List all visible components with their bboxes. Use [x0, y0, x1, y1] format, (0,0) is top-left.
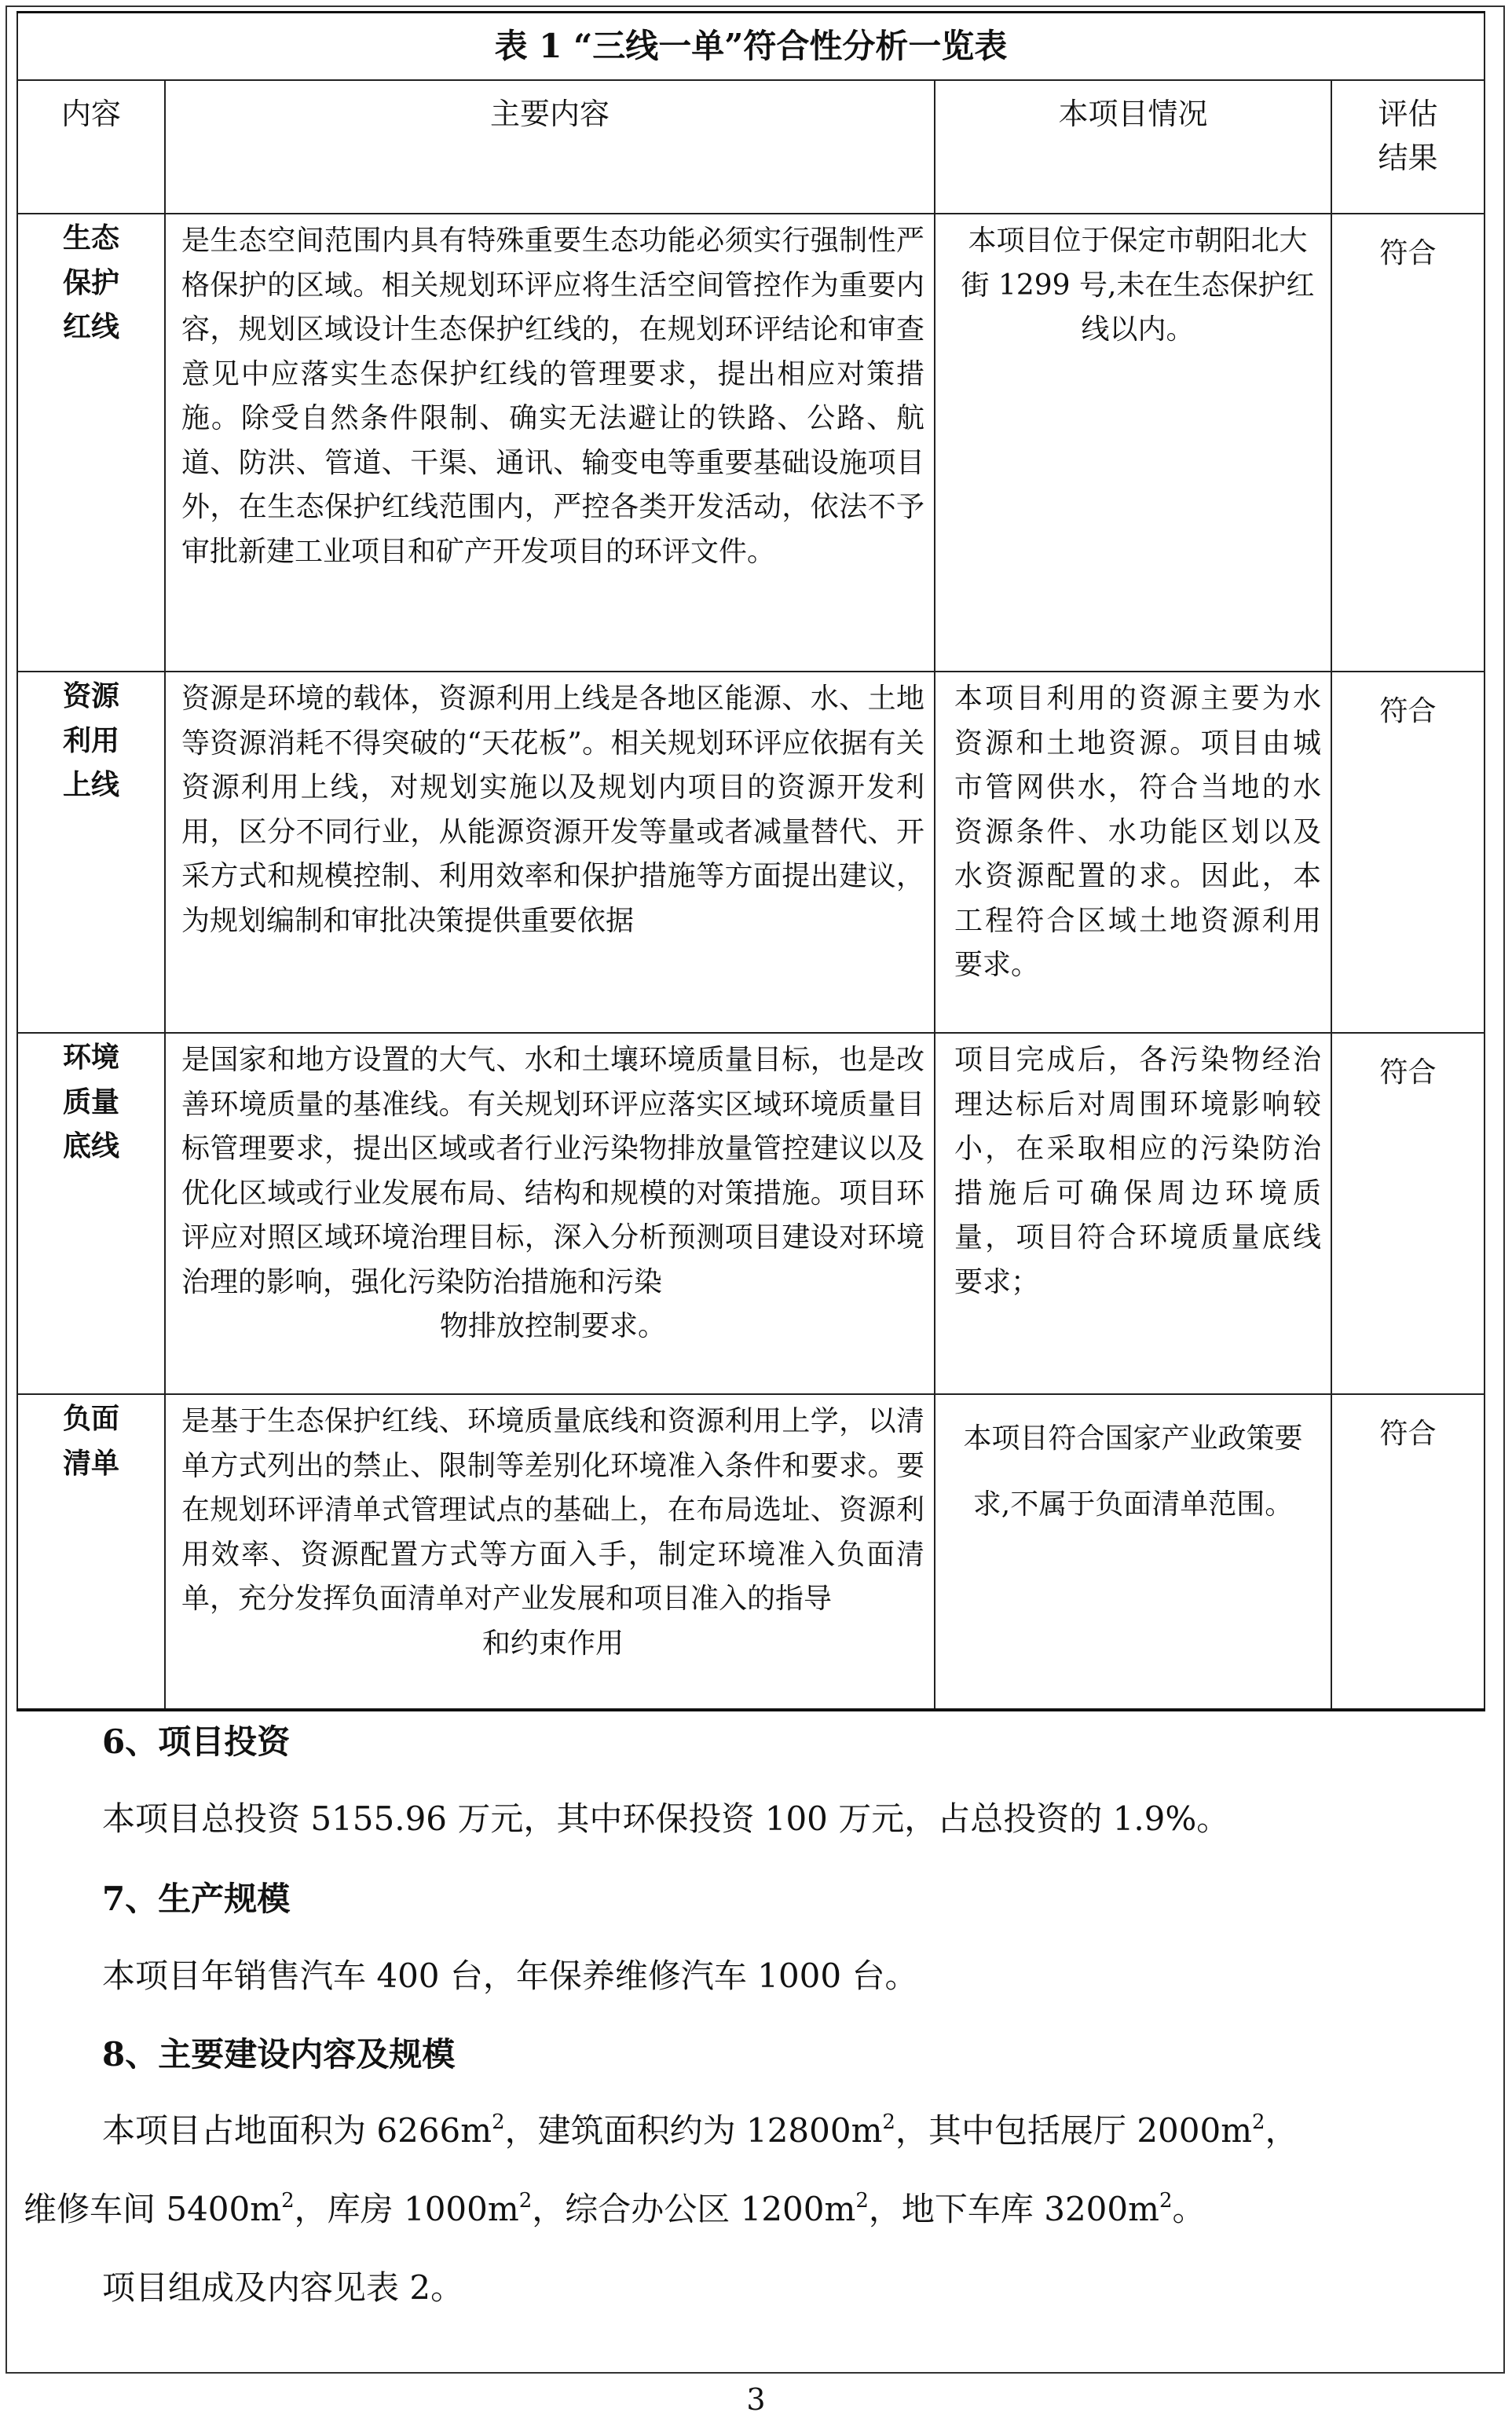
table-row — [17, 214, 1485, 672]
header-result-text: 评估结果 — [1378, 97, 1438, 175]
header-content: 内容 — [17, 80, 165, 214]
row-result: 符合 — [1331, 1033, 1485, 1394]
construction-note: 项目组成及内容见表 2。 — [102, 2268, 464, 2307]
construction-text-line2: 维修车间 $5400m^2$，库房 $1000m^2$，综合办公区 $1200m^2$，地下车库 $3200m^2$。 — [24, 2189, 1206, 2228]
page-number: 3 — [746, 2382, 766, 2417]
compliance-table — [16, 11, 1485, 1711]
row-result: 符合 — [1331, 672, 1485, 1033]
investment-text: 本项目总投资 5155.96 万元，其中环保投资 100 万元，占总投资的 1.9%。 — [102, 1799, 1230, 1838]
row-requirement: 资源是环境的载体，资源利用上线是各地区能源、水、土地等资源消耗不得突破的“天花板”。相关规划环评应依据有关资源利用上线，对规划实施以及规划内项目的资源开发利用，区分不同行业，从能源资源开发等量或者减量替代、开采方式和规模控制、利用效率和保护措施等方面提出建议，为规划编制和审批决策提供重要依据 — [165, 672, 935, 1033]
row-category: 环境质量底线 — [17, 1033, 165, 1394]
scale-text: 本项目年销售汽车 400 台，年保养维修汽车 1000 台。 — [102, 1957, 918, 1995]
row-category: 资源利用上线 — [17, 672, 165, 1033]
table-row — [17, 1033, 1485, 1394]
section-title-scale: 7、生产规模 — [102, 1880, 291, 1918]
table-row — [17, 1394, 1485, 1710]
row-project: 项目完成后，各污染物经治理达标后对周围环境影响较小，在采取相应的污染防治措施后可确保周边环境质量，项目符合环境质量底线要求； — [935, 1033, 1331, 1394]
construction-text-line1: 本项目占地面积为 $6266m^2$，建筑面积约为 $12800m^2$，其中包括展厅 $2000m^2$， — [102, 2110, 1298, 2150]
row-project: 本项目位于保定市朝阳北大街 1299 号,未在生态保护红线以内。 — [935, 214, 1331, 672]
table-row — [17, 672, 1485, 1033]
section-title-construction: 8、主要建设内容及规模 — [102, 2035, 456, 2074]
row-requirement: 是国家和地方设置的大气、水和土壤环境质量目标，也是改善环境质量的基准线。有关规划环评应落实区域环境质量目标管理要求，提出区域或者行业污染物排放量管控建议以及优化区域或行业发展布局、结构和规模的对策措施。项目环评应对照区域环境治理目标，深入分析预测项目建设对环境治理的影响，强化污染防治措施和污染 物排放控制要求。 — [165, 1033, 935, 1394]
header-project: 本项目情况 — [935, 80, 1331, 214]
row-requirement: 是基于生态保护红线、环境质量底线和资源利用上学，以清单方式列出的禁止、限制等差别化环境准入条件和要求。要在规划环评清单式管理试点的基础上，在布局选址、资源利用效率、资源配置方式等方面入手，制定环境准入负面清单，充分发挥负面清单对产业发展和项目准入的指导 和约束作用 — [165, 1394, 935, 1710]
row-result: 符合 — [1331, 1394, 1485, 1710]
row-requirement: 是生态空间范围内具有特殊重要生态功能必须实行强制性严格保护的区域。相关规划环评应将生活空间管控作为重要内容，规划区域设计生态保护红线的，在规划环评结论和审查意见中应落实生态保护红线的管理要求，提出相应对策措施。除受自然条件限制、确实无法避让的铁路、公路、航道、防洪、管道、干渠、通讯、输变电等重要基础设施项目外，在生态保护红线范围内，严控各类开发活动，依法不予审批新建工业项目和矿产开发项目的环评文件。 — [165, 214, 935, 672]
header-result — [1331, 80, 1485, 214]
table-header-row — [17, 80, 1485, 214]
section-title-investment: 6、项目投资 — [102, 1722, 291, 1761]
row-category: 负面清单 — [17, 1394, 165, 1710]
header-main: 主要内容 — [165, 80, 935, 214]
table-caption: 表 1 “三线一单”符合性分析一览表 — [17, 13, 1485, 81]
row-category: 生态保护红线 — [17, 214, 165, 672]
row-project: 本项目符合国家产业政策要求,不属于负面清单范围。 — [935, 1394, 1331, 1710]
row-project: 本项目利用的资源主要为水资源和土地资源。项目由城市管网供水，符合当地的水资源条件、水功能区划以及水资源配置的求。因此，本工程符合区域土地资源利用要求。 — [935, 672, 1331, 1033]
row-result: 符合 — [1331, 214, 1485, 672]
